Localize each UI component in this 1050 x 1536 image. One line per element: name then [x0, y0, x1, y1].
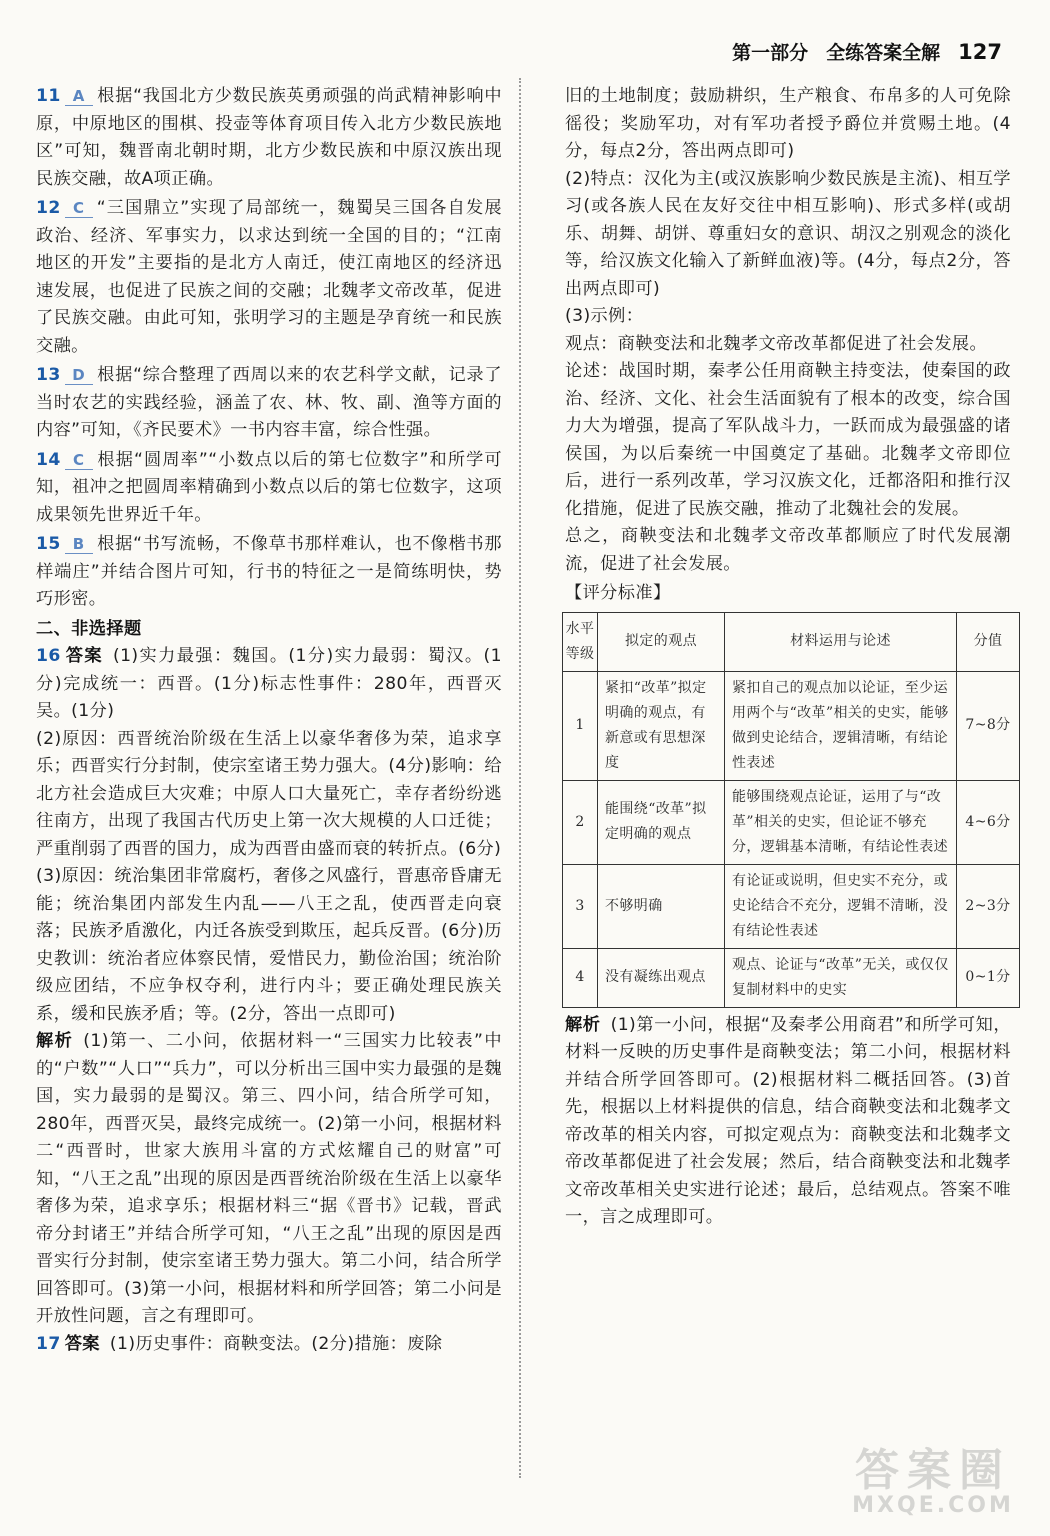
table-row — [563, 671, 1020, 780]
level-cell: 1 — [563, 671, 598, 780]
left-column — [36, 83, 502, 1358]
answer-box: B — [65, 535, 93, 554]
question-text: 根据“综合整理了西周以来的农艺科学文献，记录了当时农艺的实践经验，涵盖了农、林、牧、副、渔等方面的内容”可知，《齐民要术》一书内容丰富，综合性强。 — [36, 365, 502, 440]
answer-box: C — [65, 451, 93, 470]
question-16-analysis: 解析 (1)第一、二小问，依据材料一“三国实力比较表”中的“户数”“人口”“兵力”，可以分析出三国中实力最强的是魏国，实力最弱的是蜀汉。第三、四小问，结合所学可知，280年，西晋灭吴，最终完成统一。(2)第一小问，根据材料二“西晋时，世家大族用斗富的方式炫耀自己的财富”可知，“八王之乱”出现的原因是西晋统治阶级在生活上以豪华奢侈为荣，追求享乐；根据材料三“据《晋书》记载，晋武帝分封诸王”并结合所学可知，“八王之乱”出现的原因是西晋实行分封制，使宗室诸王势力强大。第二小问，结合所学回答即可。(3)第一小问，根据材料和所学回答；第二小问是开放性问题，言之有理即可。 — [36, 1031, 502, 1326]
analysis-label: 解析 — [565, 1014, 601, 1035]
question-17-answer: 17 答案 (1)历史事件：商鞅变法。(2分)措施：废除 — [36, 1333, 443, 1354]
right-column — [565, 83, 1011, 1232]
question-17-part2: (2)特点：汉化为主(或汉族影响少数民族是主流)、相互学习(或各族人民在友好交往中相互影响)、形式多样(或胡乐、胡舞、胡饼、尊重妇女的意识、胡汉之别观念的淡化等，给汉族文化输入了新鲜血液)等。(4分，每点2分，答出两点即可) — [565, 168, 1011, 299]
material-cell: 紧扣自己的观点加以论证，至少运用两个与“改革”相关的史实，能够做到史论结合，逻辑清晰，有结论性表述 — [725, 671, 957, 780]
header-score: 分值 — [957, 612, 1020, 671]
header-material: 材料运用与论述 — [725, 612, 957, 671]
score-cell: 7~8分 — [957, 671, 1020, 780]
header-level: 水平等级 — [563, 612, 598, 671]
view-cell: 不够明确 — [598, 864, 725, 948]
section-title: 二、非选择题 — [36, 618, 142, 639]
score-cell: 0~1分 — [957, 948, 1020, 1007]
question-13: 13 D 根据“综合整理了西周以来的农艺科学文献，记录了当时农艺的实践经验，涵盖了农、林、牧、副、渔等方面的内容”可知，《齐民要术》一书内容丰富，综合性强。 — [36, 365, 502, 440]
argument-paragraph: 论述：战国时期，秦孝公任用商鞅主持变法，使秦国的政治、经济、文化、社会生活面貌有了根本的改变，综合国力大为增强，提高了军队战斗力，一跃而成为最强盛的诸侯国，为以后秦统一中国奠定了基础。北魏孝文帝即位后，进行一系列改革，学习汉族文化，迁都洛阳和推行汉化措施，促进了民族交融，推动了北魏社会的发展。 — [565, 361, 1011, 519]
watermark-logo: 答案圈 MXQE.COM — [852, 1445, 1014, 1518]
analysis-label: 解析 — [36, 1031, 74, 1051]
level-cell: 3 — [563, 864, 598, 948]
material-cell: 有论证或说明，但史实不充分，或史论结合不充分，逻辑不清晰，没有结论性表述 — [725, 864, 957, 948]
question-text: 根据“书写流畅，不像草书那样难认，也不像楷书那样端庄”并结合图片可知，行书的特征之一是简练明快，势巧形密。 — [36, 534, 502, 609]
column-divider — [519, 78, 521, 1478]
view-cell: 没有凝练出观点 — [598, 948, 725, 1007]
summary-paragraph: 总之，商鞅变法和北魏孝文帝改革都顺应了时代发展潮流，促进了社会发展。 — [565, 526, 1011, 574]
answer-box: D — [65, 366, 93, 385]
question-17-analysis: 解析 (1)第一小问，根据“及秦孝公用商君”和所学可知，材料一反映的历史事件是商鞅变法；第二小问，根据材料并结合所学回答即可。(2)根据材料二概括回答。(3)首先，根据以上材料提供的信息，结合商鞅变法和北魏孝文帝改革的相关内容，可拟定观点为：商鞅变法和北魏孝文帝改革都促进了社会发展；然后，结合商鞅变法和北魏孝文帝改革相关史实进行论述；最后，总结观点。答案不唯一，言之成理即可。 — [565, 1014, 1011, 1227]
question-12: 12 C “三国鼎立”实现了局部统一，魏蜀吴三国各自发展政治、经济、军事实力，以求达到统一全国的目的；“江南地区的开发”主要指的是北方人南迁，使江南地区的经济迅速发展，也促进了民族之间的交融；北魏孝文帝改革，促进了民族交融。由此可知，张明学习的主题是孕育统一和民族交融。 — [36, 198, 502, 356]
answer-box: A — [65, 87, 93, 106]
answer-label: 答案 — [64, 1333, 100, 1354]
answer-label: 答案 — [64, 646, 103, 666]
view-cell: 能围绕“改革”拟定明确的观点 — [598, 780, 725, 864]
scoring-table — [562, 612, 1020, 1008]
answer-box: C — [65, 199, 93, 218]
question-text: 根据“我国北方少数民族英勇顽强的尚武精神影响中原，中原地区的围棋、投壶等体育项目传入北方少数民族地区”可知，魏晋南北朝时期，北方少数民族和中原汉族出现民族交融，故A项正确。 — [36, 86, 502, 189]
question-11: 11 A 根据“我国北方少数民族英勇顽强的尚武精神影响中原，中原地区的围棋、投壶等体育项目传入北方少数民族地区”可知，魏晋南北朝时期，北方少数民族和中原汉族出现民族交融，故A项正确。 — [36, 86, 502, 189]
level-cell: 2 — [563, 780, 598, 864]
question-16-part3: (3)原因：统治集团非常腐朽，奢侈之风盛行，晋惠帝昏庸无能；统治集团内部发生内乱——八王之乱，使西晋走向衰落；民族矛盾激化，内迁各族受到欺压，起兵反晋。(6分)历史教训：统治者应体察民情，爱惜民力，勤俭治国；统治阶级应团结，不应争权夺利，进行内斗；要正确处理民族关系，缓和民族矛盾；等。(2分，答出一点即可) — [36, 866, 502, 1024]
score-cell: 4~6分 — [957, 780, 1020, 864]
question-text: 根据“圆周率”“小数点以后的第七位数字”和所学可知，祖冲之把圆周率精确到小数点以后的第七位数字，这项成果领先世界近千年。 — [36, 449, 502, 525]
material-cell: 能够围绕观点论证，运用了与“改革”相关的史实，但论证不够充分，逻辑基本清晰，有结论性表述 — [725, 780, 957, 864]
table-header-row — [563, 612, 1020, 671]
view-cell: 紧扣“改革”拟定明确的观点，有新意或有思想深度 — [598, 671, 725, 780]
score-cell: 2~3分 — [957, 864, 1020, 948]
viewpoint-paragraph: 观点：商鞅变法和北魏孝文帝改革都促进了社会发展。 — [565, 333, 988, 354]
table-row — [563, 864, 1020, 948]
level-cell: 4 — [563, 948, 598, 1007]
scoring-title: 【评分标准】 — [565, 583, 671, 603]
section-label: 全练答案全解 — [826, 42, 941, 64]
question-16-part2: (2)原因：西晋统治阶级在生活上以豪华奢侈为荣，追求享乐；西晋实行分封制，使宗室诸王势力强大。(4分)影响：给北方社会造成巨大灾难；中原人口大量死亡，幸存者纷纷逃往南方，出现了我国古代历史上第一次大规模的人口迁徙；严重削弱了西晋的国力，成为西晋由盛而衰的转折点。(6分) — [36, 728, 502, 859]
table-row — [563, 948, 1020, 1007]
question-15: 15 B 根据“书写流畅，不像草书那样难认，也不像楷书那样端庄”并结合图片可知，行书的特征之一是简练明快，势巧形密。 — [36, 534, 502, 609]
question-17-part3: (3)示例： — [565, 306, 644, 326]
table-row — [563, 780, 1020, 864]
part-label: 第一部分 — [732, 42, 809, 64]
question-14: 14 C 根据“圆周率”“小数点以后的第七位数字”和所学可知，祖冲之把圆周率精确到小数点以后的第七位数字，这项成果领先世界近千年。 — [36, 449, 502, 525]
question-16-answer: 16 答案 (1)实力最强：魏国。(1分)实力最弱：蜀汉。(1分)完成统一：西晋。(1分)标志性事件：280年，西晋灭吴。(1分) — [36, 646, 502, 721]
page-header — [732, 38, 1002, 65]
header-view: 拟定的观点 — [598, 612, 725, 671]
question-text: “三国鼎立”实现了局部统一，魏蜀吴三国各自发展政治、经济、军事实力，以求达到统一全国的目的；“江南地区的开发”主要指的是北方人南迁，使江南地区的经济迅速发展，也促进了民族之间的交融；北魏孝文帝改革，促进了民族交融。由此可知，张明学习的主题是孕育统一和民族交融。 — [36, 198, 502, 356]
page-number: 127 — [958, 40, 1002, 64]
material-cell: 观点、论证与“改革”无关，或仅仅复制材料中的史实 — [725, 948, 957, 1007]
question-17-continued: 旧的土地制度；鼓励耕织，生产粮食、布帛多的人可免除徭役；奖励军功，对有军功者授予爵位并赏赐土地。(4分，每点2分，答出两点即可) — [565, 86, 1011, 161]
